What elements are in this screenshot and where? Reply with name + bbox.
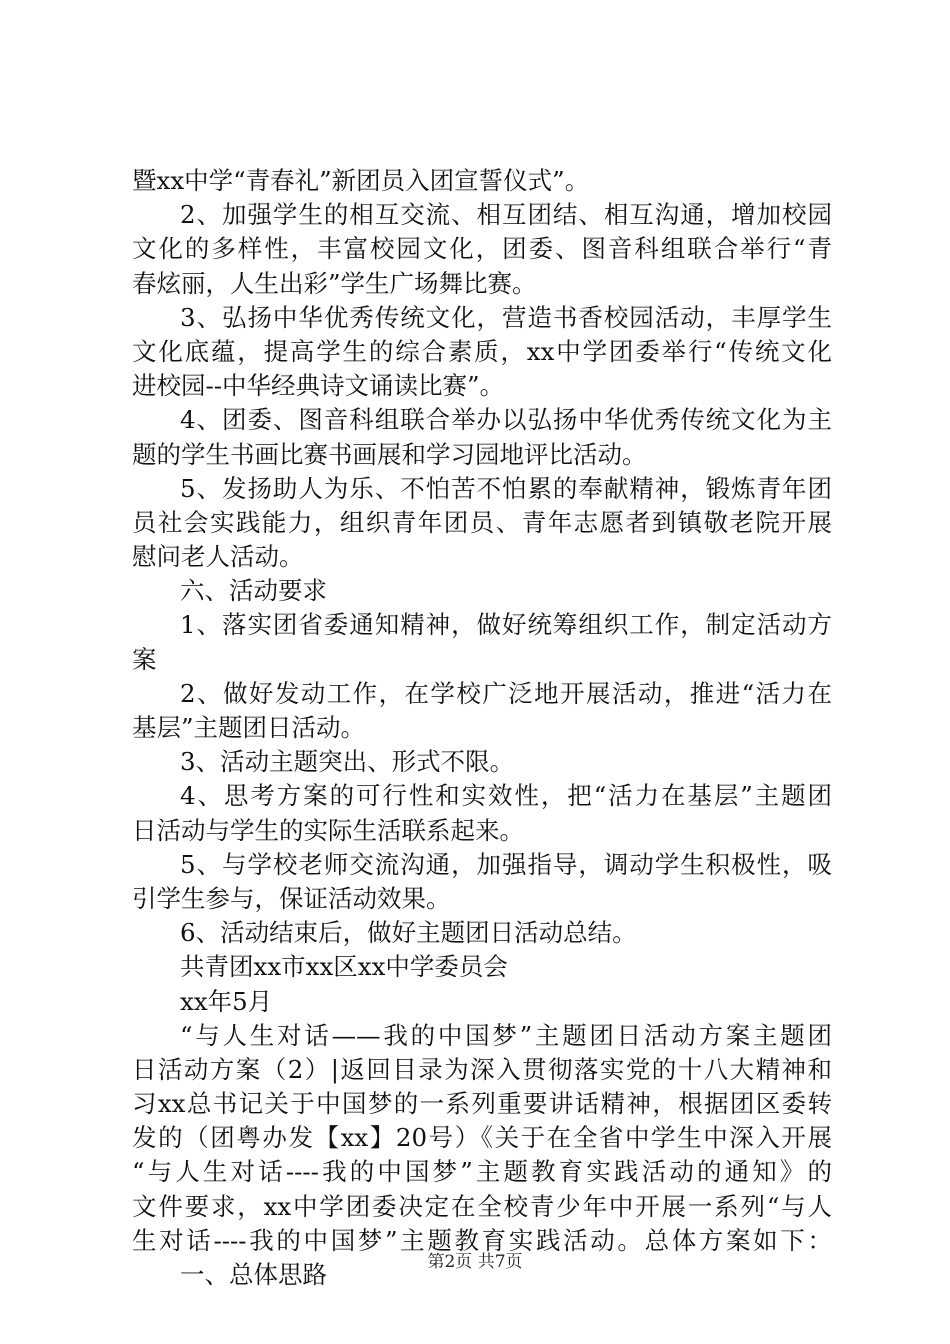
text-line: “与人生对话——我的中国梦”主题团日活动方案主题团: [180, 1020, 832, 1050]
text-line: 习xx总书记关于中国梦的一系列重要讲话精神，根据团区委转: [132, 1089, 832, 1119]
text-line: 进校园--中华经典诗文诵读比赛”。: [132, 371, 505, 401]
text-line: 3、弘扬中华优秀传统文化，营造书香校园活动，丰厚学生: [180, 302, 832, 332]
text-line: 慰问老人活动。: [132, 542, 304, 572]
text-line: 5、与学校老师交流沟通，加强指导，调动学生积极性，吸: [180, 849, 832, 879]
text-line: 题的学生书画比赛书画展和学习园地评比活动。: [132, 439, 647, 469]
text-line: 六、活动要求: [180, 576, 327, 606]
text-line: xx年5月: [180, 986, 273, 1016]
text-line: 4、思考方案的可行性和实效性，把“活力在基层”主题团: [180, 781, 832, 811]
text-line: 共青团xx市xx区xx中学委员会: [180, 952, 508, 982]
text-line: 员社会实践能力，组织青年团员、青年志愿者到镇敬老院开展: [132, 507, 832, 537]
text-line: 生对话----我的中国梦”主题教育实践活动。总体方案如下：: [132, 1225, 832, 1255]
text-line: 文件要求，xx中学团委决定在全校青少年中开展一系列“与人: [132, 1191, 832, 1221]
text-line: 2、做好发动工作，在学校广泛地开展活动，推进“活力在: [180, 678, 832, 708]
text-line: 4、团委、图音科组联合举办以弘扬中华优秀传统文化为主: [180, 405, 832, 435]
text-line: 文化底蕴，提高学生的综合素质，xx中学团委举行“传统文化: [132, 336, 832, 366]
text-line: 春炫丽，人生出彩”学生广场舞比赛。: [132, 268, 537, 298]
text-line: 5、发扬助人为乐、不怕苦不怕累的奉献精神，锻炼青年团: [180, 473, 832, 503]
page-footer: 第2页 共7页: [427, 1252, 523, 1272]
text-line: 案: [132, 644, 157, 674]
text-line: 发的（团粤办发【xx】20号）《关于在全省中学生中深入开展: [132, 1123, 832, 1153]
text-line: 一、总体思路: [180, 1260, 327, 1289]
text-line: 文化的多样性，丰富校园文化，团委、图音科组联合举行“青: [132, 234, 832, 264]
text-line: 暨xx中学“青春礼”新团员入团宣誓仪式”。: [132, 166, 590, 195]
text-line: 6、活动结束后，做好主题团日活动总结。: [180, 918, 637, 948]
text-line: 引学生参与，保证活动效果。: [132, 883, 451, 913]
text-line: “与人生对话----我的中国梦”主题教育实践活动的通知》的: [132, 1157, 832, 1187]
text-line: 3、活动主题突出、形式不限。: [180, 747, 515, 777]
text-line: 基层”主题团日活动。: [132, 713, 366, 742]
text-line: 日活动方案（2）|返回目录为深入贯彻落实党的十八大精神和: [132, 1054, 832, 1084]
text-line: 2、加强学生的相互交流、相互团结、相互沟通，增加校园: [180, 200, 832, 230]
text-line: 1、落实团省委通知精神，做好统筹组织工作，制定活动方: [180, 610, 832, 640]
document-body: [132, 164, 832, 1292]
text-line: 日活动与学生的实际生活联系起来。: [132, 815, 524, 845]
